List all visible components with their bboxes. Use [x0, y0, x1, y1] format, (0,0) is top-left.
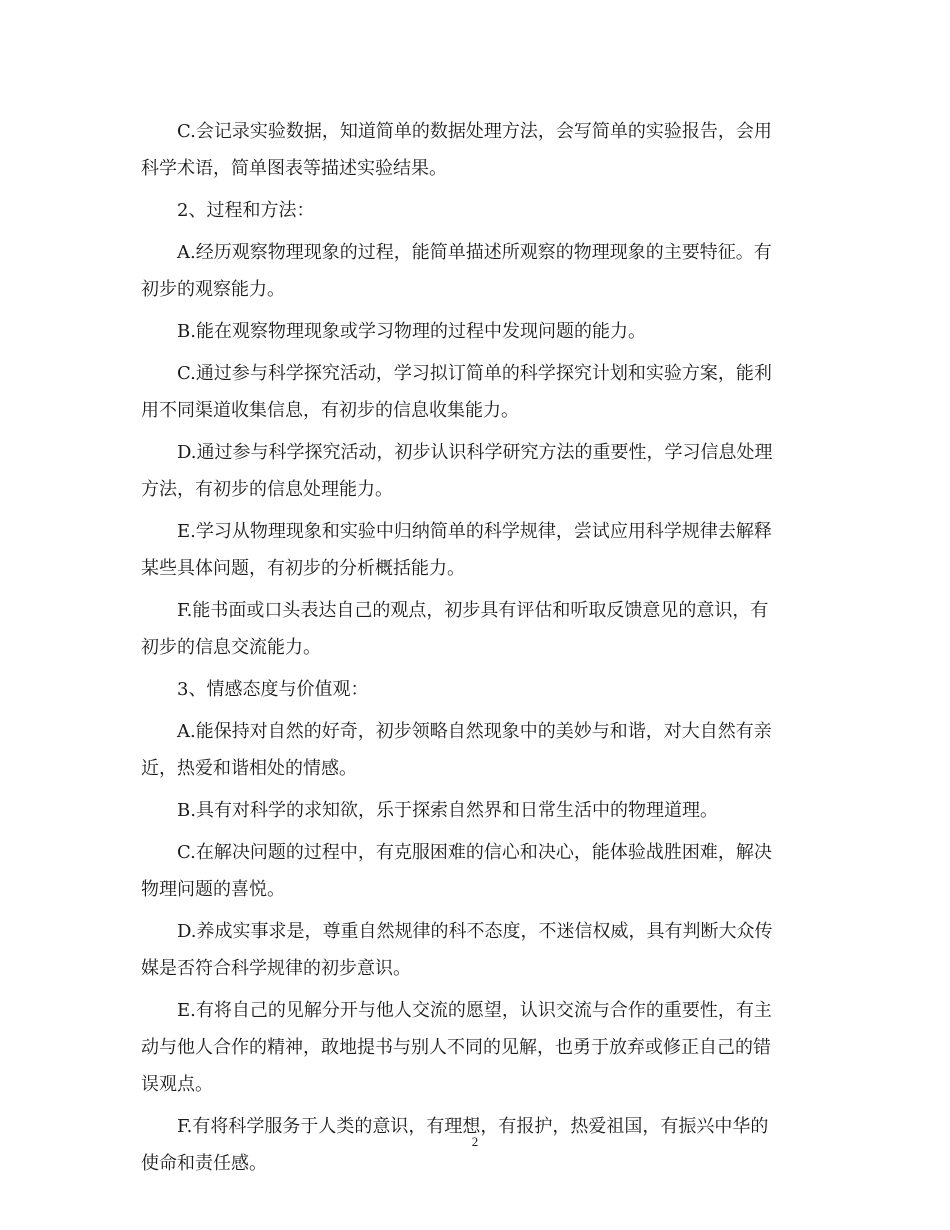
paragraph-b-discover-problems: B.能在观察物理现象或学习物理的过程中发现问题的能力。	[177, 321, 646, 342]
paragraph-c-record-data: C.会记录实验数据，知道简单的数据处理方法，会写简单的实验报告，会用 科学术语，简单图表等描述实验结果。	[141, 121, 772, 179]
paragraph-d-realistic-attitude: D.养成实事求是，尊重自然规律的科不态度，不迷信权威，具有判断大众传 媒是否符合科学规律的初步意识。	[141, 921, 773, 979]
section-heading-process-methods: 2、过程和方法：	[177, 200, 315, 221]
paragraph-b-thirst-knowledge: B.具有对科学的求知欲，乐于探索自然界和日常生活中的物理道理。	[177, 800, 718, 821]
paragraph-a-curiosity: A.能保持对自然的好奇，初步领略自然现象中的美妙与和谐，对大自然有亲 近，热爱和谐相处的情感。	[141, 721, 772, 779]
page-number: 2	[471, 1134, 479, 1149]
section-heading-attitudes-values: 3、情感态度与价值观：	[177, 679, 369, 700]
paragraph-a-observe: A.经历观察物理现象的过程，能简单描述所观察的物理现象的主要特征。有 初步的观察能力。	[141, 242, 772, 300]
paragraph-f-express-views: F.能书面或口头表达自己的观点，初步具有评估和听取反馈意见的意识，有 初步的信息交流能力。	[141, 600, 769, 658]
paragraph-c-inquiry-plan: C.通过参与科学探究活动，学习拟订简单的科学探究计划和实验方案，能利 用不同渠道收集信息，有初步的信息收集能力。	[141, 363, 772, 421]
paragraph-c-overcome-difficulties: C.在解决问题的过程中，有克服困难的信心和决心，能体验战胜困难，解决 物理问题的喜悦。	[141, 842, 772, 900]
paragraph-e-induce-laws: E.学习从物理现象和实验中归纳简单的科学规律，尝试应用科学规律去解释 某些具体问题，有初步的分析概括能力。	[141, 521, 772, 579]
paragraph-f-serve-humanity: F.有将科学服务于人类的意识，有理想，有报护，热爱祖国，有振兴中华的 使命和责任感。	[141, 1116, 769, 1174]
document-body	[141, 113, 801, 1187]
paragraph-e-cooperation: E.有将自己的见解分开与他人交流的愿望，认识交流与合作的重要性，有主 动与他人合作的精神，敢地提书与别人不同的见解，也勇于放弃或修正自己的错 误观点。	[141, 1000, 772, 1095]
paragraph-d-information-processing: D.通过参与科学探究活动，初步认识科学研究方法的重要性，学习信息处理 方法，有初步的信息处理能力。	[141, 442, 773, 500]
